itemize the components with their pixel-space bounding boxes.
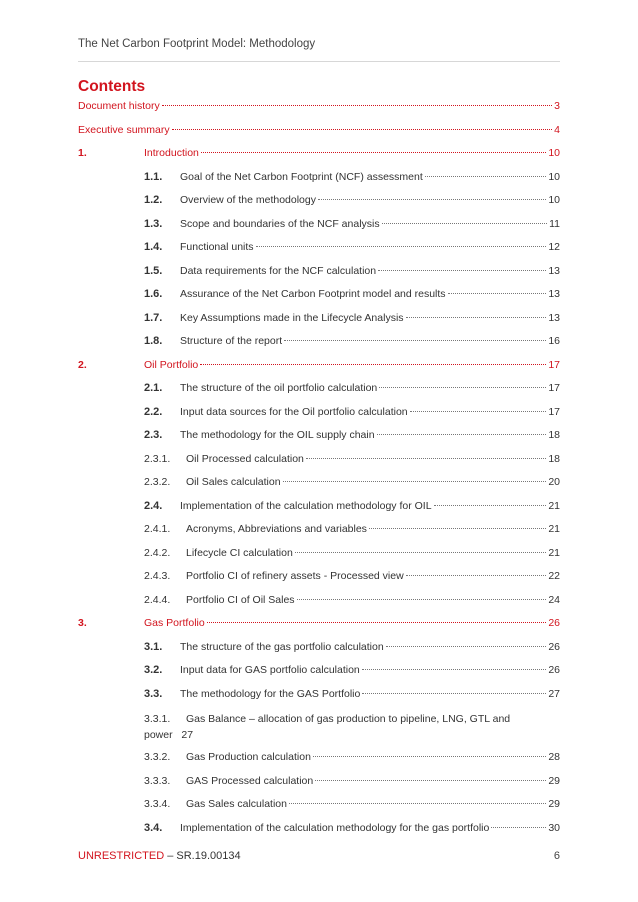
toc-entry-label: Document history [78, 100, 160, 112]
toc-entry[interactable] [78, 335, 560, 359]
toc-entry-label: The structure of the oil portfolio calculation [180, 382, 378, 394]
toc-entry[interactable] [78, 265, 560, 289]
toc-entry[interactable] [78, 570, 560, 594]
toc-section-number: 1.8. [144, 335, 163, 347]
toc-entry-page: 22 [548, 570, 560, 582]
toc-entry-label: Oil Processed calculation [186, 452, 304, 465]
dot-leader [313, 756, 546, 757]
dot-leader [201, 152, 546, 153]
toc-entry-page: 18 [548, 452, 560, 465]
toc-section-number: 1.7. [144, 311, 163, 324]
toc-entry-label: Executive summary [78, 123, 170, 136]
toc-entry-page: 16 [548, 335, 560, 347]
dot-leader [297, 599, 547, 600]
table-of-contents [78, 100, 560, 845]
toc-entry-page: 21 [548, 499, 560, 512]
toc-entry-page: 13 [548, 288, 560, 300]
toc-chapter-introduction[interactable] [78, 147, 560, 171]
toc-entry-page: 13 [548, 264, 560, 277]
toc-entry-label-line2: power [144, 729, 173, 741]
dot-leader [448, 293, 547, 294]
page-footer [78, 850, 560, 862]
page-number: 6 [553, 850, 560, 862]
toc-section-number: 3.4. [144, 821, 163, 834]
dot-leader [283, 481, 547, 482]
toc-entry-page: 26 [548, 640, 560, 653]
toc-chapter-number: 2. [78, 358, 87, 371]
classification-label: UNRESTRICTED [78, 850, 165, 862]
dot-leader [406, 317, 547, 318]
toc-entry-page: 10 [548, 147, 560, 159]
toc-entry[interactable] [78, 664, 560, 688]
toc-section-number: 2.4. [144, 499, 163, 512]
dot-leader [306, 458, 546, 459]
toc-chapter-oil-portfolio[interactable] [78, 359, 560, 383]
toc-entry-executive-summary[interactable] [78, 124, 560, 148]
toc-chapter-label: Oil Portfolio [144, 358, 199, 371]
toc-subsection-number: 2.4.2. [144, 546, 171, 559]
header-divider [78, 61, 560, 62]
toc-entry-page: 26 [548, 664, 560, 676]
dot-leader [369, 528, 546, 529]
toc-entry[interactable] [78, 241, 560, 265]
toc-entry[interactable] [78, 476, 560, 500]
toc-entry-label: Acronyms, Abbreviations and variables [186, 523, 367, 535]
dot-leader [284, 340, 546, 341]
toc-entry-page: 24 [548, 593, 560, 606]
toc-entry[interactable] [78, 500, 560, 524]
toc-entry-label: Input data for GAS portfolio calculation [180, 664, 360, 676]
toc-title: Contents [78, 78, 146, 95]
toc-entry-label: Goal of the Net Carbon Footprint (NCF) assessment [180, 170, 423, 183]
dot-leader [207, 622, 547, 623]
dot-leader [362, 669, 547, 670]
dot-leader [491, 827, 546, 828]
toc-entry[interactable] [78, 312, 560, 336]
dot-leader [378, 270, 546, 271]
toc-entry[interactable] [78, 822, 560, 846]
toc-entry[interactable] [78, 406, 560, 430]
toc-subsection-number: 2.4.1. [144, 523, 171, 535]
toc-entry-page: 30 [548, 821, 560, 834]
dot-leader [256, 246, 547, 247]
toc-entry-page: 17 [548, 405, 560, 418]
toc-entry-label: Key Assumptions made in the Lifecycle Analysis [180, 311, 404, 324]
toc-entry-page: 27 [548, 687, 560, 700]
running-header: The Net Carbon Footprint Model: Methodology [78, 38, 316, 50]
toc-entry-page: 10 [548, 194, 560, 206]
toc-entry-label: Gas Sales calculation [186, 798, 287, 810]
toc-section-number: 1.1. [144, 170, 163, 183]
toc-subsection-number: 2.4.3. [144, 570, 171, 582]
toc-entry-page: 18 [548, 429, 560, 441]
toc-entry-page: 17 [548, 382, 560, 394]
dot-leader [410, 411, 547, 412]
toc-entry[interactable] [78, 751, 560, 775]
toc-entry[interactable] [78, 641, 560, 665]
toc-entry-page: 21 [548, 546, 560, 559]
toc-entry[interactable] [78, 171, 560, 195]
dot-leader [386, 646, 547, 647]
toc-entry-page: 10 [548, 170, 560, 183]
toc-entry-page: 20 [548, 476, 560, 488]
toc-section-number: 3.2. [144, 664, 163, 676]
document-reference: – SR.19.00134 [164, 850, 241, 862]
toc-entry[interactable] [78, 382, 560, 406]
toc-entry-document-history[interactable] [78, 100, 560, 124]
toc-entry-label: The methodology for the GAS Portfolio [180, 687, 361, 700]
dot-leader [434, 505, 547, 506]
toc-entry-label: Portfolio CI of Oil Sales [186, 593, 295, 606]
dot-leader [289, 803, 546, 804]
toc-entry-page: 29 [548, 798, 560, 810]
toc-subsection-number: 3.3.1. [144, 713, 171, 725]
toc-entry[interactable] [78, 288, 560, 312]
toc-section-number: 1.5. [144, 264, 163, 277]
toc-entry-label: Scope and boundaries of the NCF analysis [180, 217, 380, 230]
toc-entry[interactable] [78, 594, 560, 618]
toc-section-number: 1.6. [144, 288, 163, 300]
toc-entry-label: Implementation of the calculation methodology for OIL [180, 499, 432, 512]
toc-entry-label: The structure of the gas portfolio calculation [180, 640, 384, 653]
toc-entry-page: 28 [548, 751, 560, 763]
toc-entry-page: 29 [548, 774, 560, 787]
dot-leader [406, 575, 547, 576]
toc-subsection-number: 3.3.2. [144, 751, 171, 763]
toc-entry-label: Assurance of the Net Carbon Footprint model and results [180, 288, 446, 300]
dot-leader [295, 552, 547, 553]
toc-entry-page: 13 [548, 311, 560, 324]
toc-entry-page: 27 [181, 729, 194, 741]
toc-section-number: 2.2. [144, 405, 163, 418]
dot-leader [200, 364, 546, 365]
toc-entry[interactable] [78, 688, 560, 712]
toc-entry-label: Lifecycle CI calculation [186, 546, 293, 559]
toc-subsection-number: 2.3.2. [144, 476, 171, 488]
toc-entry-page: 4 [554, 123, 560, 136]
toc-entry-page: 26 [548, 617, 560, 629]
toc-entry-label: Oil Sales calculation [186, 476, 281, 488]
dot-leader [362, 693, 546, 694]
toc-entry-label: Data requirements for the NCF calculation [180, 264, 377, 277]
toc-chapter-label: Introduction [144, 147, 199, 159]
toc-entry-page: 17 [548, 358, 560, 371]
toc-entry-label-line1: Gas Balance – allocation of gas production to pipeline, LNG, GTL and [186, 713, 511, 725]
toc-entry-page: 12 [548, 241, 560, 253]
toc-chapter-gas-portfolio[interactable] [78, 617, 560, 641]
toc-entry-page: 3 [554, 100, 560, 112]
toc-entry[interactable] [78, 775, 560, 799]
dot-leader [318, 199, 546, 200]
toc-section-number: 1.3. [144, 217, 163, 230]
toc-chapter-number: 3. [78, 617, 87, 629]
toc-entry[interactable] [78, 429, 560, 453]
toc-subsection-number: 3.3.3. [144, 774, 171, 787]
toc-entry[interactable] [78, 798, 560, 822]
toc-entry[interactable] [78, 194, 560, 218]
toc-section-number: 1.2. [144, 194, 163, 206]
toc-entry-label: Input data sources for the Oil portfolio calculation [180, 405, 408, 418]
toc-entry-wrapped[interactable] [78, 711, 560, 751]
toc-chapter-label: Gas Portfolio [144, 617, 205, 629]
toc-entry-page: 21 [548, 523, 560, 535]
toc-entry-label: Functional units [180, 241, 254, 253]
toc-entry[interactable] [78, 523, 560, 547]
dot-leader [379, 387, 546, 388]
toc-chapter-number: 1. [78, 147, 87, 159]
dot-leader [172, 129, 553, 130]
toc-entry-label: GAS Processed calculation [186, 774, 314, 787]
toc-section-number: 2.1. [144, 382, 163, 394]
toc-entry-label: Gas Production calculation [186, 751, 311, 763]
dot-leader [425, 176, 547, 177]
toc-subsection-number: 2.4.4. [144, 593, 171, 606]
dot-leader [162, 105, 552, 106]
toc-section-number: 3.1. [144, 640, 163, 653]
toc-entry[interactable] [78, 547, 560, 571]
toc-entry-label: Portfolio CI of refinery assets - Processed view [186, 570, 404, 582]
toc-entry-page: 11 [549, 217, 560, 230]
toc-subsection-number: 3.3.4. [144, 798, 171, 810]
toc-section-number: 1.4. [144, 241, 163, 253]
dot-leader [315, 780, 546, 781]
toc-entry[interactable] [78, 453, 560, 477]
toc-section-number: 2.3. [144, 429, 163, 441]
toc-entry-label: The methodology for the OIL supply chain [180, 429, 375, 441]
toc-entry-label: Implementation of the calculation methodology for the gas portfolio [180, 821, 490, 834]
toc-entry[interactable] [78, 218, 560, 242]
toc-section-number: 3.3. [144, 687, 163, 700]
dot-leader [377, 434, 547, 435]
toc-entry-label: Overview of the methodology [180, 194, 316, 206]
dot-leader [382, 223, 547, 224]
toc-subsection-number: 2.3.1. [144, 452, 171, 465]
toc-entry-label: Structure of the report [180, 335, 283, 347]
